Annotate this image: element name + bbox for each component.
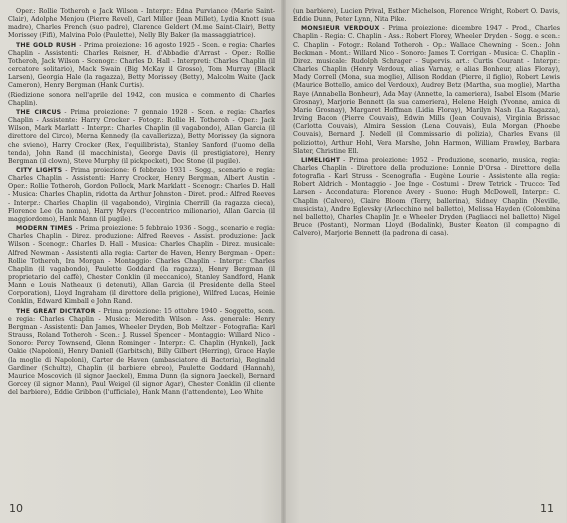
film-details: - Prima proiezione: 7 gennaio 1928 - Scen. e regia: Charles Chaplin - Assistente: Harry Crocker - Fotogr.: Rollie H. Totheroh - Oper.: Jack Wilson, Mark Marlatt - Interpr.: Charles Chaplin (il vagabondo), Allan Garcia (il direttore del Circo), Merna Kennedy (la cavallerizza), Betty Morissey (la signora che svieno), Harry Crocker (Rex, l'equilibrista), Stanley Sanford (l'uomo della tenda), John Rand (il macchinista), George Davis (il prestigiatore), Henry Bergman (il clown), Steve Murphy (il pickpocket), Doc Stone (il pugile). [8,108,275,165]
film-entry [8,92,275,108]
film-entry [8,8,275,41]
film-entry [293,157,560,239]
film-details: - Prima proiezione: 6 febbraio 1931 - Sogg., scenario e regia: Charles Chaplin - Assistenti: Harry Crocker, Henry Bergman, Albert Austin - Oper.: Rollie Totheroh, Gordon Pollock, Mark Marklatt - Scenogr.: Charles D. Hall - Musica: Charles Chaplin, ridotta da Arthur Johnston - Diret. prod.: Alfred Reeves - Interpr.: Charles Chaplin (il vagabondo), Virginia Cherrill (la ragazza cieca), Florence Lee (la nonna), Harry Myers (l'eccentrico milionario), Allan Garcia (il maggiordomo), Hank Mann (il pugile). [8,166,275,223]
film-details: - Prima proiezione: 15 ottobre 1940 - Soggetto, scen. e regia: Charles Chaplin - Musica: Meredith Wilson - Ass. generale: Henry Bergman - Assistenti: Dan James, Wheeler Dryden, Bob Meltzer - Fotografia: Karl Strauss, Roland Totheroh - Scen.: J. Russel Spencer - Montaggio: Willard Nico - Sonoro: Percy Townsend, Glenn Rominger - Interpr.: C. Chaplin (Hynkel), Jack Oakie (Napoloni), Henry Daniell (Garbitsch), Billy Gilbert (Herring), Grace Hayle (la moglie di Napoloni), Carter de Haven (ambasciatore di Bactoria), Reginald Gardiner (Schultz), Chaplin (il barbiere ebreo), Paulette Goddard (Hannah), Maurice Moscovich (il signor Jaeckel), Emma Dunn (la signora Jaeckel), Bernard Gorcey (il signor Mann), Paul Weigel (il signor Agar), Chester Conklin (il cliente del barbiere), Eddie Gribbon (l'ufficiale), Hank Mann (l'attendente), Leo White [8,307,275,397]
film-entry [8,225,275,307]
left-page-text [8,8,275,397]
film-entry [293,25,560,156]
film-details: - Prima proiezione: 16 agosto 1925 - Scen. e regia: Charles Chaplin - Assistenti: Charles Reisner, H. d'Abbadie d'Arrast - Oper.: Rollie Totheroh, Jack Wilson - Scenogr.: Charles D. Hall - Interpreti: Charles Chaplin (il cercatore solitario), Mack Swain (Big McKay il Grosso), Tom Murray (Black Larsen), Georgia Hale (la ragazza), Betty Morissey (Betty), Malcolm Waite (Jack Cameron), Henry Bergman (Hank Curtis). [8,41,275,90]
page-number-left: 10 [9,502,23,515]
film-details: - Prima proiezione: dicembre 1947 - Prod., Charles Chaplin - Regia: C. Chaplin - Ass.: Robert Florey, Wheeler Dryden - Sogg. e scen.: C. Chaplin - Fotogr.: Roland Totheroh - Op.: Wallace Chewning - Scen.: John Beckman - Mont.: Willard Nico - Sonoro: James T. Corrigan - Musica: C. Chaplin - Direz. musicale: Rudolph Schrager - Supervis. art.: Curtis Courant - Interpr.: Charles Chaplin (Henry Verdoux, alias Varnay, e alias Bonheur, alias Floray), Mady Correll (Mona, sua moglie), Allison Roddan (Pierre, il figlio), Robert Lewis (Maurice Bottello, amico del Verdoux), Audrey Betz (Martha, sua moglie), Martha Raye (Annabella Bonheur), Ada May (Annette, la cameriera), Isabel Elsom (Marie Grosnay), Marjorie Bennett (la sua cameriera), Helene Heigh (Yvonne, amica di Marie Grosnay), Margaret Hoffman (Lidia Floray), Marilyn Nash (La Ragazza), Irving Bacon (Pierre Couvais), Edwin Mills (Jean Couvais), Virginia Brissac (Carlotta Couvais), Almira Session (Lena Couvais), Eula Morgan (Phoebe Couvais), Bernard J. Nedell (il Commissario di polizia), Charles Evans (il poliziotto), Arthur Hohl, Vera Marshe, John Harmon, William Frawley, Barbara Slater, Christine Ell. [293,25,560,155]
film-title: MONSIEUR VERDOUX [301,25,380,33]
right-page [283,0,566,523]
film-details: (un barbiere), Lucien Prival, Esther Michelson, Florence Wright, Robert O. Davis, Eddie Dunn, Peter Lynn, Nita Pike. [293,8,560,24]
book-gutter [281,0,286,523]
film-title: THE GREAT DICTATOR [16,307,96,315]
film-entry [8,308,275,398]
film-details: Oper.: Rollie Totheroh e Jack Wilson - Interpr.: Edna Purviance (Marie Saint-Clair), Adolphe Menjou (Pierre Revel), Carl Miller (Jean Millet), Lydia Knott (sua madre), Charles French (suo padre), Clarence Geldert (M.me Saint-Clair), Betty Morissey (Fifi), Malvina Polo (Paulette), Nelly Bly Baker (la massaggiatrice). [8,8,275,40]
right-page-text [293,8,560,238]
film-details: - Prima proiezione: 5 febbraio 1936 - Sogg., scenario e regia: Charles Chaplin - Direz. produzione: Alfred Reeves - Assist. produzione: Jack Wilson - Scenogr.: Charles D. Hall - Musica: Charles Chaplin - Direz. musicale: Alfred Newman - Assistenti alla regia: Carter de Haven, Henry Bergman - Oper.: Rollie Totheroh, Ira Morgan - Montaggio: Charles Chaplin - Interpr.: Charles Chaplin (il vagabondo), Paulette Goddard (la ragazza), Henry Bergman (il proprietario del caffè), Chester Conklin (il meccanico), Stanley Sandford, Hank Mann e Louis Natheaux (i detenuti), Allan Garcia (il Presidente della Steel Corporation), Lloyd Ingraham (il direttore della prigione), Wilfred Lucas, Heinie Conklin, Edward Kimball e John Rand. [8,225,276,306]
film-title: CITY LIGHTS [16,166,63,174]
left-page [0,0,283,523]
film-entry [8,167,275,224]
film-entry [8,42,275,91]
film-title: THE CIRCUS [16,108,62,116]
film-entry [8,109,275,166]
film-title: THE GOLD RUSH [16,41,77,49]
film-entry [293,8,560,24]
page-number-right: 11 [540,502,554,515]
film-details: - Prima proiezione: 1952 - Produzione, scenario, musica, regia: Charles Chaplin - Direttore della produzione: Lonnie D'Orsa - Direttore della fotografia - Karl Struss - Scenografia - Eugène Lourie - Assistente alla regia: Robert Aldrich - Montaggio - Joe Inge - Costumi - Drew Tetrick - Trucco: Ted Larsen - Accondatura: Florence Avery - Suono: Hugh McDowell, Interpr.: C. Chaplin (Calvero), Claire Bloom (Terry, ballerina), Sidney Chaplin (Neville, musicista), Andre Eglevsky (Arlecchino nel balletto), Melissa Hayden (Colombina nel balletto), Charles Chaplin Jr. e Wheeler Dryden (Pagliacci nel balletto) Nigel Bruce (Postant), Norman Lloyd (Bodalink), Buster Keaton (il compagno di Calvero), Marjorie Bennett (la padrona di casa). [293,156,560,238]
film-details: (Riedizione sonora nell'aprile del 1942, con musica e commento di Charles Chaplin). [8,91,275,107]
film-title: LIMELIGHT [301,156,341,164]
film-title: MODERN TIMES [16,225,73,233]
